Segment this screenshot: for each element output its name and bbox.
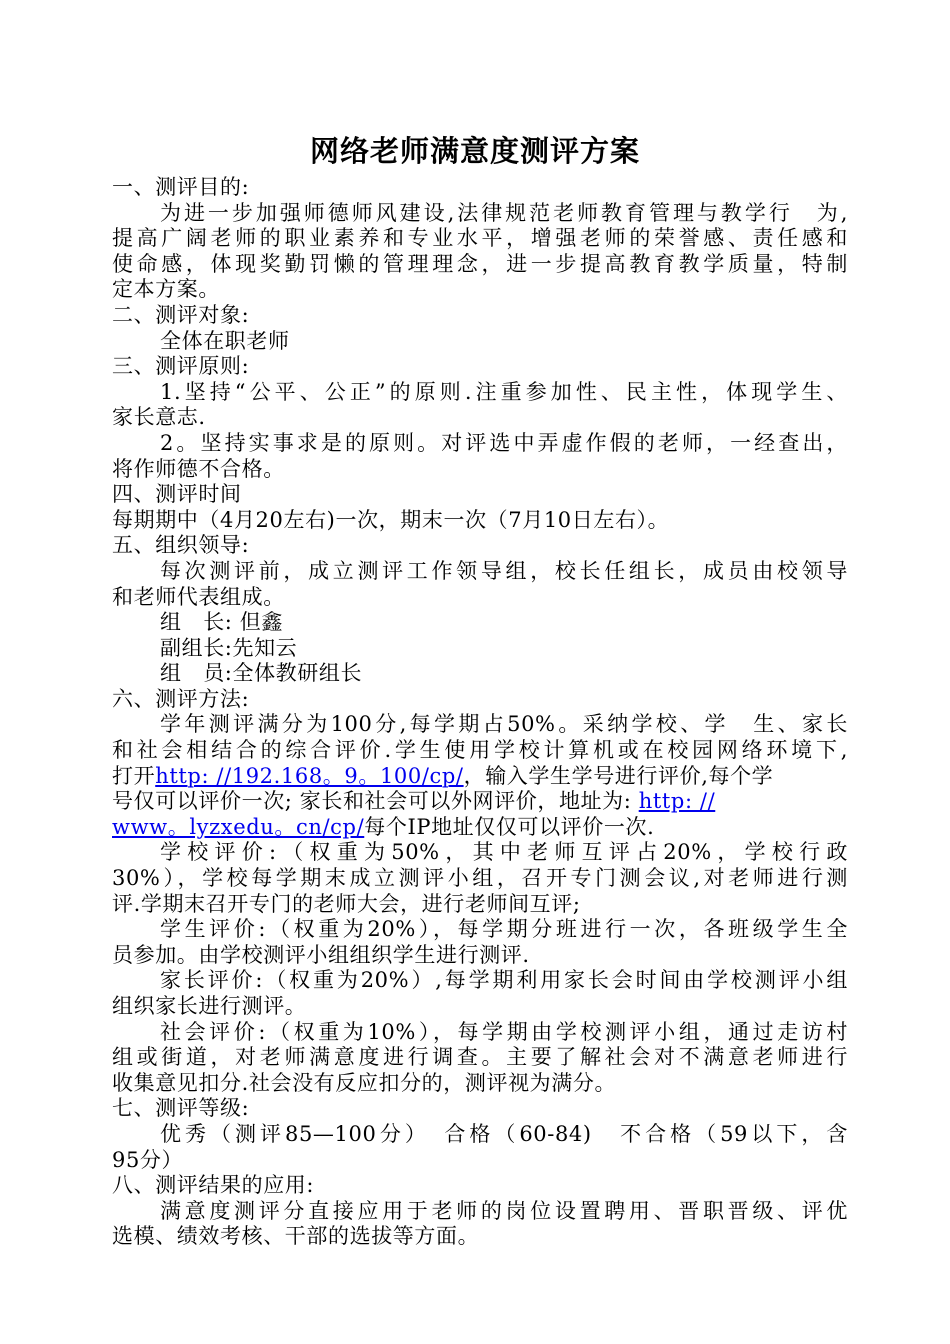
section-heading-leadership: 五、组织领导: [112, 533, 250, 558]
paragraph-line: 每次测评前，成立测评工作领导组，校长任组长，成员由校领导 [160, 558, 848, 583]
text-fragment: 号仅可以评价一次; 家长和社会可以外网评价，地址为: [112, 789, 639, 814]
paragraph-line: 家长意志. [112, 405, 206, 430]
paragraph-line: 收集意见扣分.社会没有反应扣分的，测评视为满分。 [112, 1070, 617, 1095]
paragraph-line: 和老师代表组成。 [112, 584, 285, 609]
members-line: 组 员:全体教研组长 [160, 661, 363, 686]
paragraph-line: 选模、绩效考核、干部的选拔等方面。 [112, 1224, 480, 1249]
paragraph-line: 学生评价:（权重为20%），每学期分班进行一次，各班级学生全 [160, 917, 848, 942]
section-heading-application: 八、测评结果的应用: [112, 1173, 315, 1198]
paragraph-line [112, 764, 848, 790]
paragraph-line: 学校评价:（权重为50%，其中老师互评占20%，学校行政 [160, 840, 848, 865]
paragraph-line: 提高广阔老师的职业素养和专业水平，增强老师的荣誉感、责任感和 [112, 226, 848, 251]
text-fragment: 每个IP地址仅仅可以评价一次. [364, 814, 655, 839]
document-body [112, 175, 848, 1250]
paragraph-line: 评.学期末召开专门的老师大会，进行老师间互评; [112, 891, 581, 916]
leader-line: 组 长: 但鑫 [160, 610, 283, 635]
paragraph-line: 每期期中（4月20左右)一次，期末一次（7月10日左右）。 [112, 507, 670, 532]
paragraph-line: 为进一步加强师德师风建设,法律规范老师教育管理与教学行 为, [160, 200, 848, 225]
paragraph-line [112, 815, 848, 841]
paragraph-line: 2。坚持实事求是的原则。对评选中弄虚作假的老师，一经查出， [160, 430, 848, 455]
paragraph-line: 家长评价:（权重为20%）,每学期利用家长会时间由学校测评小组 [160, 968, 848, 993]
external-evaluation-link[interactable]: http: // [638, 789, 716, 814]
paragraph-line: 员参加。由学校测评小组组织学生进行测评. [112, 942, 530, 967]
paragraph-line: 组或街道，对老师满意度进行调查。主要了解社会对不满意老师进行 [112, 1045, 848, 1070]
external-evaluation-link-cont[interactable]: www。lyzxedu。cn/cp/ [112, 814, 365, 839]
text-fragment: 打开 [112, 763, 156, 788]
paragraph-line: 定本方案。 [112, 277, 220, 302]
section-heading-grades: 七、测评等级: [112, 1096, 250, 1121]
deputy-leader-line: 副组长:先知云 [160, 635, 298, 660]
document-title: 网络老师满意度测评方案 [309, 134, 640, 168]
paragraph-line: 优秀（测评85—100分） 合格（60-84) 不合格（59以下，含 [160, 1121, 848, 1146]
section-heading-time: 四、测评时间 [112, 482, 242, 507]
paragraph-line: 将作师德不合格。 [112, 456, 285, 481]
paragraph-line: 全体在职老师 [160, 328, 290, 353]
paragraph-line: 1.坚持“公平、公正”的原则.注重参加性、民主性，体现学生、 [160, 379, 848, 404]
section-heading-target: 二、测评对象: [112, 302, 250, 327]
intranet-evaluation-link[interactable]: http: //192.168。9。100/cp/ [155, 763, 464, 788]
paragraph-line [112, 789, 848, 815]
section-heading-principles: 三、测评原则: [112, 354, 250, 379]
paragraph-line: 组织家长进行测评。 [112, 994, 307, 1018]
paragraph-line: 学年测评满分为100分,每学期占50%。采纳学校、学 生、家长 [160, 712, 848, 737]
paragraph-line: 30%），学校每学期末成立测评小组，召开专门测会议,对老师进行测 [112, 866, 848, 891]
paragraph-line: 使命感，体现奖勤罚懒的管理理念，进一步提高教育教学质量，特制 [112, 251, 848, 276]
paragraph-line: 和社会相结合的综合评价.学生使用学校计算机或在校园网络环境下, [112, 738, 848, 763]
paragraph-line: 95分） [112, 1147, 184, 1172]
section-heading-purpose: 一、测评目的: [112, 175, 250, 199]
text-fragment: ，输入学生学号进行评价,每个学 [463, 763, 774, 788]
section-heading-method: 六、测评方法: [112, 686, 250, 711]
paragraph-line: 满意度测评分直接应用于老师的岗位设置聘用、晋职晋级、评优 [160, 1198, 848, 1223]
paragraph-line: 社会评价:（权重为10%），每学期由学校测评小组，通过走访村 [160, 1019, 848, 1044]
